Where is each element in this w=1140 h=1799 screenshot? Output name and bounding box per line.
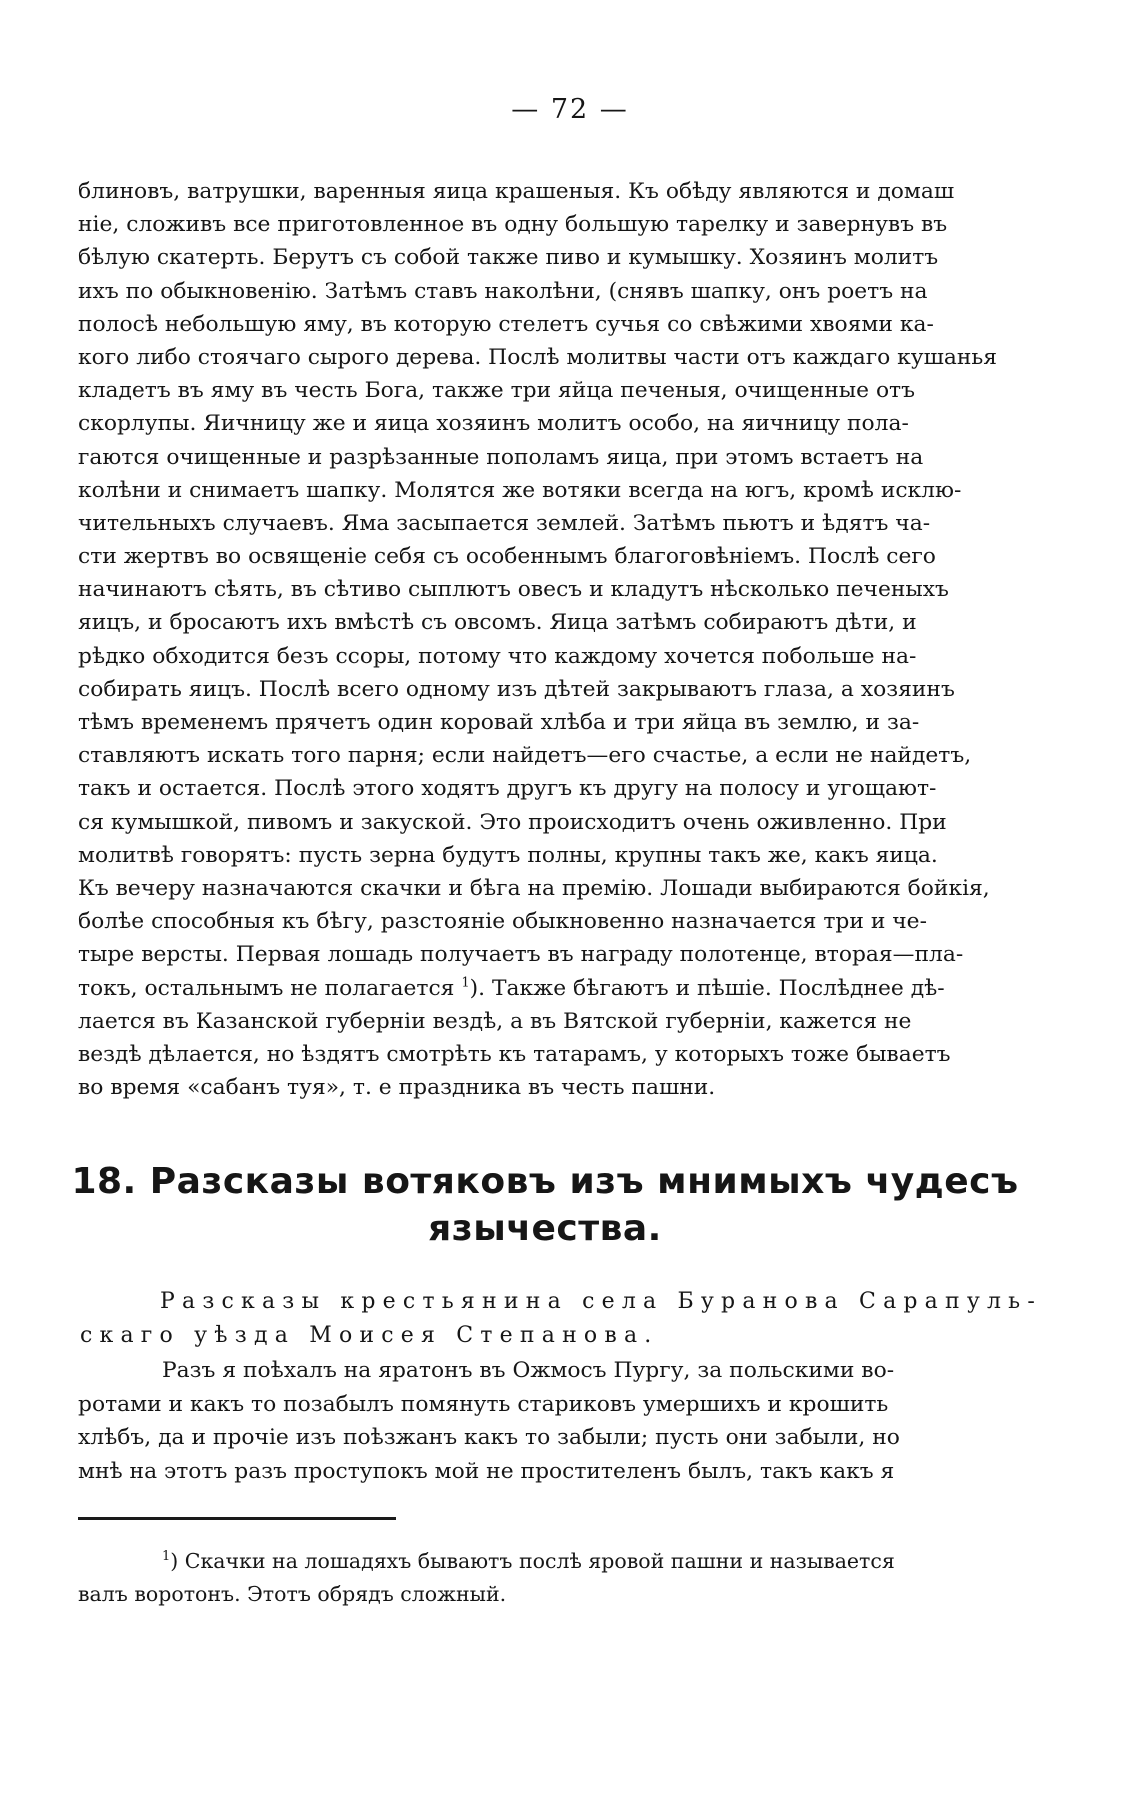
text-line: лается въ Казанской губерніи вездѣ, а въ Вятской губерніи, кажется не: [78, 1008, 912, 1034]
text-line: молитвѣ говорятъ: пусть зерна будутъ полны, крупны такъ же, какъ яица.: [78, 842, 938, 868]
text-line: вездѣ дѣлается, но ѣздятъ смотрѣть къ татарамъ, у которыхъ тоже бываетъ: [78, 1041, 951, 1067]
text-line: ніе, сложивъ все приготовленное въ одну большую тарелку и завернувъ въ: [78, 212, 948, 238]
footnote-marker: 1: [162, 1549, 171, 1565]
section-title-line: язычества.: [428, 1208, 662, 1249]
text-line: чительныхъ случаевъ. Яма засыпается землей. Затѣмъ пьютъ и ѣдятъ ча-: [78, 510, 931, 536]
footnote-divider: [78, 1517, 396, 1520]
text-segment: токъ, остальнымъ не полагается: [78, 975, 455, 1001]
text-line: рѣдко обходится безъ ссоры, потому что каждому хочется побольше на-: [78, 643, 917, 669]
text-line: яицъ, и бросаютъ ихъ вмѣстѣ съ овсомъ. Яица затѣмъ собираютъ дѣти, и: [78, 610, 917, 636]
text-line: кого либо стоячаго сырого дерева. Послѣ молитвы части отъ каждаго кушанья: [78, 344, 998, 370]
text-line: ся кумышкой, пивомъ и закуской. Это происходитъ очень оживленно. При: [78, 809, 947, 835]
subtitle-line: Разсказы крестьянина села Буранова Сарапуль-: [160, 1289, 1042, 1314]
text-line: гаются очищенные и разрѣзанные пополамъ яица, при этомъ встаетъ на: [78, 444, 924, 470]
text-line: бѣлую скатерть. Берутъ съ собой также пиво и кумышку. Хозяинъ молитъ: [78, 245, 939, 271]
text-line: тыре версты. Первая лошадь получаетъ въ награду полотенце, вторая—пла-: [78, 942, 964, 968]
text-line: такъ и остается. Послѣ этого ходятъ другъ къ другу на полосу и угощают-: [78, 776, 937, 802]
text-line: ихъ по обыкновенію. Затѣмъ ставъ наколѣни, (снявъ шапку, онъ роетъ на: [78, 278, 928, 304]
body-text: [78, 175, 1008, 1104]
text-line: тѣмъ временемъ прячетъ один коровай хлѣба и три яйца въ землю, и за-: [78, 710, 920, 735]
text-line: во время «сабанъ туя», т. е праздника въ честь пашни.: [78, 1075, 716, 1101]
text-segment: ). Также бѣгаютъ и пѣшіе. Послѣднее дѣ-: [469, 975, 945, 1001]
text-line: блиновъ, ватрушки, варенныя яица крашеныя. Къ обѣду являются и домаш: [78, 179, 955, 204]
text-line: Разъ я поѣхалъ на яратонъ въ Ожмосъ Пургу, за польскими во-: [162, 1358, 895, 1383]
footnote-line: [78, 1545, 1008, 1578]
page-number: — 72 —: [511, 94, 629, 125]
subtitle-line: скаго уѣзда Моисея Степанова.: [80, 1323, 659, 1348]
text-line: собирать яицъ. Послѣ всего одному изъ дѣтей закрываютъ глаза, а хозяинъ: [78, 676, 955, 702]
footnote-reference[interactable]: 1: [461, 975, 470, 991]
footnote: [78, 1545, 1008, 1611]
text-line: Къ вечеру назначаются скачки и бѣга на премію. Лошади выбираются бойкія,: [78, 875, 990, 901]
text-line: ротами и какъ то позабылъ помянуть стариковъ умершихъ и крошить: [78, 1391, 889, 1417]
text-line: ставляютъ искать того парня; если найдетъ—его счастье, а если не найдетъ,: [78, 743, 972, 769]
section-title-line: 18. Разсказы вотяковъ изъ мнимыхъ чудесъ: [71, 1161, 1019, 1202]
text-line-with-footnote-ref: [78, 972, 1008, 1005]
text-line: скорлупы. Яичницу же и яица хозяинъ молитъ особо, на яичницу пола-: [78, 411, 909, 437]
footnote-text: ) Скачки на лошадяхъ бываютъ послѣ яровой пашни и называется: [170, 1549, 895, 1573]
section-subtitle: [80, 1285, 1042, 1353]
text-line: полосѣ небольшую яму, въ которую стелетъ сучья со свѣжими хвоями ка-: [78, 311, 934, 337]
text-line: хлѣбъ, да и прочіе изъ поѣзжанъ какъ то забыли; пусть они забыли, но: [78, 1425, 900, 1450]
footnote-line: валъ воротонъ. Этотъ обрядъ сложный.: [78, 1582, 507, 1606]
text-line: сти жертвъ во освященіе себя съ особеннымъ благоговѣніемъ. Послѣ сего: [78, 544, 936, 570]
story-text: [78, 1354, 1008, 1488]
text-line: болѣе способныя къ бѣгу, разстояніе обыкновенно назначается три и че-: [78, 909, 927, 935]
text-line: начинаютъ сѣять, въ сѣтиво сыплютъ овесъ и кладутъ нѣсколько печеныхъ: [78, 577, 949, 603]
section-title: [70, 1158, 1020, 1252]
text-line: кладетъ въ яму въ честь Бога, также три яйца печеныя, очищенные отъ: [78, 378, 915, 404]
text-line: мнѣ на этотъ разъ проступокъ мой не простителенъ былъ, такъ какъ я: [78, 1458, 895, 1484]
text-line: колѣни и снимаетъ шапку. Молятся же вотяки всегда на югъ, кромѣ исклю-: [78, 477, 962, 503]
